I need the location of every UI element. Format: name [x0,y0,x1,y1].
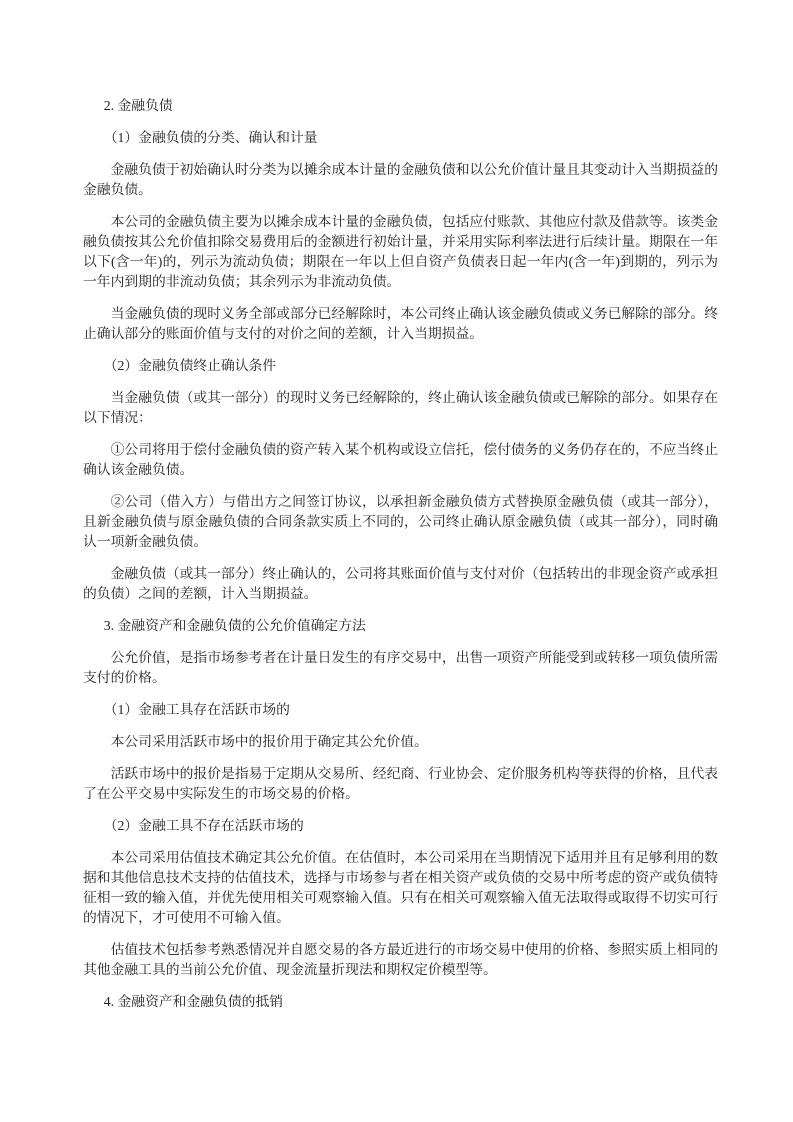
para-condition-1-asset-transfer: ①公司将用于偿付金融负债的资产转入某个机构或设立信托，偿付债务的义务仍存在的，不应当终止确认该金融负债。 [83,442,718,477]
para-initial-classification: 金融负债于初始确认时分类为以摊余成本计量的金融负债和以公允价值计量且其变动计入当期损益的金融负债。 [83,162,718,197]
para-condition-2-new-liability: ②公司（借入方）与借出方之间签订协议，以承担新金融负债方式替换原金融负债（或其一部分），且新金融负债与原金融负债的合同条款实质上不同的，公司终止确认原金融负债（或其一部分），同时确认一项新金融负债。 [83,494,718,549]
heading-3-1-active-market: （1）金融工具存在活跃市场的 [103,702,290,717]
para-fair-value-definition: 公允价值，是指市场参考者在计量日发生的有序交易中，出售一项资产所能受到或转移一项负债所需支付的价格。 [83,650,718,685]
para-amortized-cost-measurement: 本公司的金融负债主要为以摊余成本计量的金融负债，包括应付账款、其他应付款及借款等。该类金融负债按其公允价值扣除交易费用后的金额进行初始计量，并采用实际利率法进行后续计量。期限在一年以下(含一年)的，列示为流动负债；期限在一年以上但自资产负债表日起一年内(含一年)到期的，列示为一年内到期的非流动负债；其余列示为非流动负债。 [83,214,718,289]
heading-2-2-derecognition-conditions: （2）金融负债终止确认条件 [103,358,277,373]
heading-2-financial-liabilities: 2. 金融负债 [103,98,173,113]
para-valuation-technique: 本公司采用估值技术确定其公允价值。在估值时，本公司采用在当期情况下适用并且有足够利用的数据和其他信息技术支持的估值技术，选择与市场参与者在相关资产或负债的交易中所考虑的资产或负债特征相一致的输入值，并优先使用相关可观察输入值。只有在相关可观察输入值无法取得或取得不切实可行的情况下，才可使用不可输入值。 [83,850,718,925]
para-derecognition-general: 当金融负债（或其一部分）的现时义务已经解除的，终止确认该金融负债或已解除的部分。如果存在以下情况： [83,390,718,425]
para-valuation-technique-examples: 估值技术包括参考熟悉情况并自愿交易的各方最近进行的市场交易中使用的价格、参照实质上相同的其他金融工具的当前公允价值、现金流量折现法和期权定价模型等。 [83,942,718,977]
heading-2-1-classification-recognition-measurement: （1）金融负债的分类、确认和计量 [103,130,318,145]
heading-3-fair-value-determination: 3. 金融资产和金融负债的公允价值确定方法 [103,618,366,633]
para-active-market-quote: 本公司采用活跃市场中的报价用于确定其公允价值。 [110,734,428,749]
heading-4-offsetting: 4. 金融资产和金融负债的抵销 [103,994,284,1009]
para-derecognition-gain-loss: 金融负债（或其一部分）终止确认的，公司将其账面价值与支付对价（包括转出的非现金资产或承担的负债）之间的差额，计入当期损益。 [83,566,718,601]
para-derecognition-difference: 当金融负债的现时义务全部或部分已经解除时，本公司终止确认该金融负债或义务已解除的部分。终止确认部分的账面价值与支付的对价之间的差额，计入当期损益。 [83,306,718,341]
heading-3-2-no-active-market: （2）金融工具不存在活跃市场的 [103,818,304,833]
para-active-market-definition: 活跃市场中的报价是指易于定期从交易所、经纪商、行业协会、定价服务机构等获得的价格，且代表了在公平交易中实际发生的市场交易的价格。 [83,766,718,801]
